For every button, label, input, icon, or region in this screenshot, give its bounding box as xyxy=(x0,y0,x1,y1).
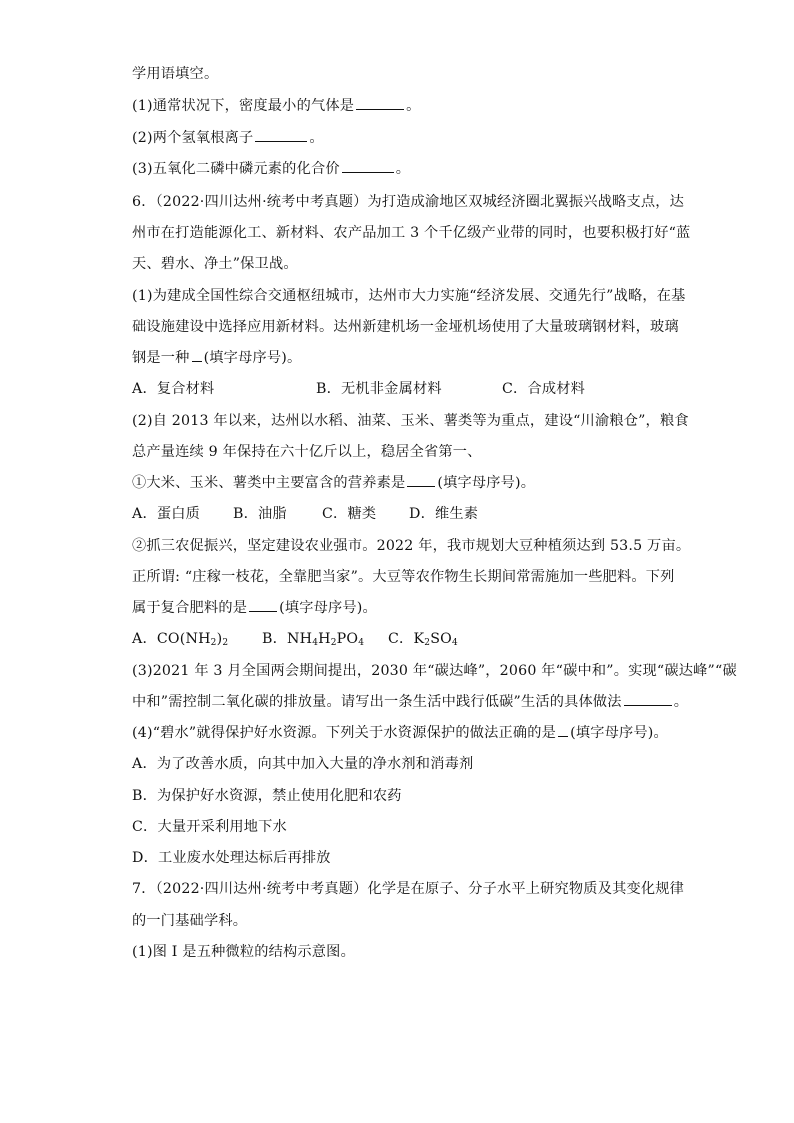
question-6-2-2: 正所谓: “庄稼一枝花，全靠肥当家”。大豆等农作物生长期间常需施加一些肥料。下列 xyxy=(132,569,675,585)
question-6-2-2: 属于复合肥料的是 (填字母序号)。 xyxy=(132,600,377,616)
question-6-stem: 州市在打造能源化工、新材料、农产品加工 3 个千亿级产业带的同时，也要积极打好“蓝 xyxy=(132,225,691,241)
option-a[interactable]: A．$CO(NH_2)_2$ xyxy=(132,631,229,648)
option-b[interactable]: B．$NH_4H_2PO_4$ xyxy=(262,631,365,648)
answer-blank[interactable] xyxy=(249,610,277,612)
text-line xyxy=(132,64,218,84)
question-6-3: (3)2021 年 3 月全国两会期间提出，2030 年“碳达峰”，2060 年“碳中和”。实现“碳达峰”“碳 xyxy=(132,663,737,679)
option-a[interactable]: A．复合材料 xyxy=(132,381,215,397)
option-c[interactable]: C．合成材料 xyxy=(502,381,585,397)
option-b[interactable]: B．油脂 xyxy=(233,506,287,522)
text: 学用语填空。 xyxy=(132,66,219,82)
answer-blank[interactable] xyxy=(558,735,568,737)
question-6-3: 中和”需控制二氧化碳的排放量。请写出一条生活中践行低碳”生活的具体做法 。 xyxy=(132,694,689,710)
options-row xyxy=(132,379,585,399)
question-6-2: (2)自 2013 年以来，达州以水稻、油菜、玉米、薯类等为重点，建设“川渝粮仓”，粮食 xyxy=(132,413,689,429)
question-7-stem: 7．（2022·四川达州·统考中考真题）化学是在原子、分子水平上研究物质及其变化规律 xyxy=(132,881,685,897)
text: (2)两个氢氧根离子 xyxy=(132,130,254,146)
option-c[interactable]: C．大量开采利用地下水 xyxy=(132,819,287,835)
option-c[interactable]: C．糖类 xyxy=(322,506,377,522)
question-6-1: 钢是一种 (填字母序号)。 xyxy=(132,350,302,366)
question-6-stem: 6．（2022·四川达州·统考中考真题）为打造成渝地区双城经济圈北翼振兴战略支点，达 xyxy=(132,194,685,210)
answer-blank[interactable] xyxy=(342,171,394,173)
option-a[interactable]: A．为了改善水质，向其中加入大量的净水剂和消毒剂 xyxy=(132,756,474,772)
question-7-stem: 的一门基础学科。 xyxy=(132,913,248,929)
option-b[interactable]: B．为保护好水资源，禁止使用化肥和农药 xyxy=(132,788,402,804)
question-6-4: (4)“碧水”就得保护好水资源。下列关于水资源保护的做法正确的是 (填字母序号)。 xyxy=(132,725,668,741)
question-5-1: (1)通常状况下，密度最小的气体是 。 xyxy=(132,98,421,114)
answer-blank[interactable] xyxy=(192,360,202,362)
question-6-stem: 天、碧水、净土”保卫战。 xyxy=(132,256,298,272)
option-d[interactable]: D．维生素 xyxy=(409,506,479,522)
option-b[interactable]: B．无机非金属材料 xyxy=(316,381,442,397)
answer-blank[interactable] xyxy=(624,704,672,706)
question-5-3: (3)五氧化二磷中磷元素的化合价 。 xyxy=(132,161,411,177)
question-6-2: 总产量连续 9 年保持在六十亿斤以上，稳居全省第一、 xyxy=(132,444,482,460)
question-6-1: (1)为建成全国性综合交通枢纽城市，达州市大力实施“经济发展、交通先行”战略，在基 xyxy=(132,288,686,304)
options-row xyxy=(132,629,458,649)
answer-blank[interactable] xyxy=(407,485,435,487)
options-row xyxy=(132,504,478,524)
text: (3)五氧化二磷中磷元素的化合价 xyxy=(132,161,340,177)
question-7-1: (1)图 I 是五种微粒的结构示意图。 xyxy=(132,944,355,960)
text: (1)通常状况下，密度最小的气体是 xyxy=(132,98,355,114)
option-c[interactable]: C．$K_2SO_4$ xyxy=(388,631,458,648)
answer-blank[interactable] xyxy=(255,140,307,142)
question-6-2-2: ②抓三农促振兴，坚定建设农业强市。2022 年，我市规划大豆种植须达到 53.5 万亩。 xyxy=(132,538,691,554)
question-5-2: (2)两个氢氧根离子 。 xyxy=(132,130,324,146)
option-a[interactable]: A．蛋白质 xyxy=(132,506,200,522)
option-d[interactable]: D．工业废水处理达标后再排放 xyxy=(132,850,331,866)
question-6-1: 础设施建设中选择应用新材料。达州新建机场一金垭机场使用了大量玻璃钢材料，玻璃 xyxy=(132,319,679,335)
answer-blank[interactable] xyxy=(356,108,404,110)
question-6-2-1: ①大米、玉米、薯类中主要富含的营养素是 (填字母序号)。 xyxy=(132,475,536,491)
